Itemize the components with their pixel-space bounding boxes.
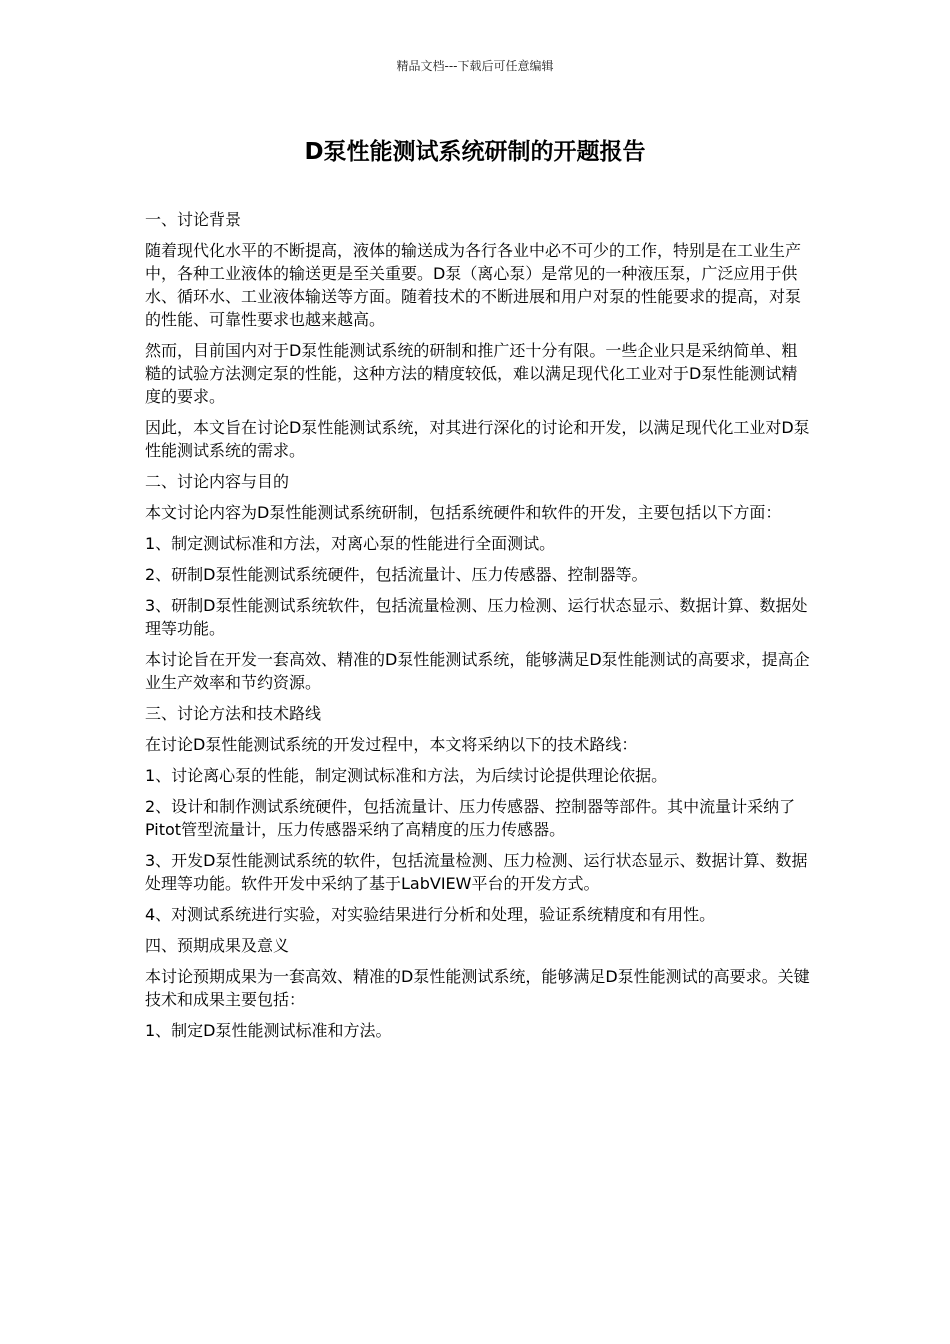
list-item: 1、制定测试标准和方法，对离心泵的性能进行全面测试。 <box>145 534 556 553</box>
paragraph: 本讨论旨在开发一套高效、精准的D泵性能测试系统，能够满足D泵性能测试的高要求，提高企业生产效率和节约资源。 <box>145 650 810 692</box>
paragraph: 因此，本文旨在讨论D泵性能测试系统，对其进行深化的讨论和开发，以满足现代化工业对D泵性能测试系统的需求。 <box>145 418 810 460</box>
paragraph: 然而，目前国内对于D泵性能测试系统的研制和推广还十分有限。一些企业只是采纳简单、粗糙的试验方法测定泵的性能，这种方法的精度较低，难以满足现代化工业对于D泵性能测试精度的要求。 <box>145 341 798 406</box>
paragraph: 本文讨论内容为D泵性能测试系统研制，包括系统硬件和软件的开发，主要包括以下方面： <box>145 503 782 522</box>
section-heading-background: 一、讨论背景 <box>145 210 242 229</box>
section-heading-expected-results: 四、预期成果及意义 <box>145 936 290 955</box>
document-body <box>145 208 810 1050</box>
section-heading-content-purpose: 二、讨论内容与目的 <box>145 472 290 491</box>
list-item: 4、对测试系统进行实验，对实验结果进行分析和处理，验证系统精度和有用性。 <box>145 905 716 924</box>
paragraph: 本讨论预期成果为一套高效、精准的D泵性能测试系统，能够满足D泵性能测试的高要求。关键技术和成果主要包括： <box>145 967 810 1009</box>
list-item: 2、研制D泵性能测试系统硬件，包括流量计、压力传感器、控制器等。 <box>145 565 648 584</box>
list-item: 1、讨论离心泵的性能，制定测试标准和方法，为后续讨论提供理论依据。 <box>145 766 668 785</box>
section-heading-methods: 三、讨论方法和技术路线 <box>145 704 322 723</box>
page-header: 精品文档---下载后可任意编辑 <box>396 59 554 73</box>
list-item: 3、开发D泵性能测试系统的软件，包括流量检测、压力检测、运行状态显示、数据计算、数据处理等功能。软件开发中采纳了基于LabVIEW平台的开发方式。 <box>145 851 808 893</box>
list-item: 2、设计和制作测试系统硬件，包括流量计、压力传感器、控制器等部件。其中流量计采纳了Pitot管型流量计，压力传感器采纳了高精度的压力传感器。 <box>145 797 796 839</box>
paragraph: 在讨论D泵性能测试系统的开发过程中，本文将采纳以下的技术路线： <box>145 735 638 754</box>
list-item: 1、制定D泵性能测试标准和方法。 <box>145 1021 392 1040</box>
paragraph: 随着现代化水平的不断提高，液体的输送成为各行各业中必不可少的工作，特别是在工业生产中，各种工业液体的输送更是至关重要。D泵（离心泵）是常见的一种液压泵，广泛应用于供水、循环水、工业液体输送等方面。随着技术的不断进展和用户对泵的性能要求的提高，对泵的性能、可靠性要求也越来越高。 <box>145 241 802 329</box>
list-item: 3、研制D泵性能测试系统软件，包括流量检测、压力检测、运行状态显示、数据计算、数据处理等功能。 <box>145 596 808 638</box>
document-title: D泵性能测试系统研制的开题报告 <box>304 139 646 165</box>
